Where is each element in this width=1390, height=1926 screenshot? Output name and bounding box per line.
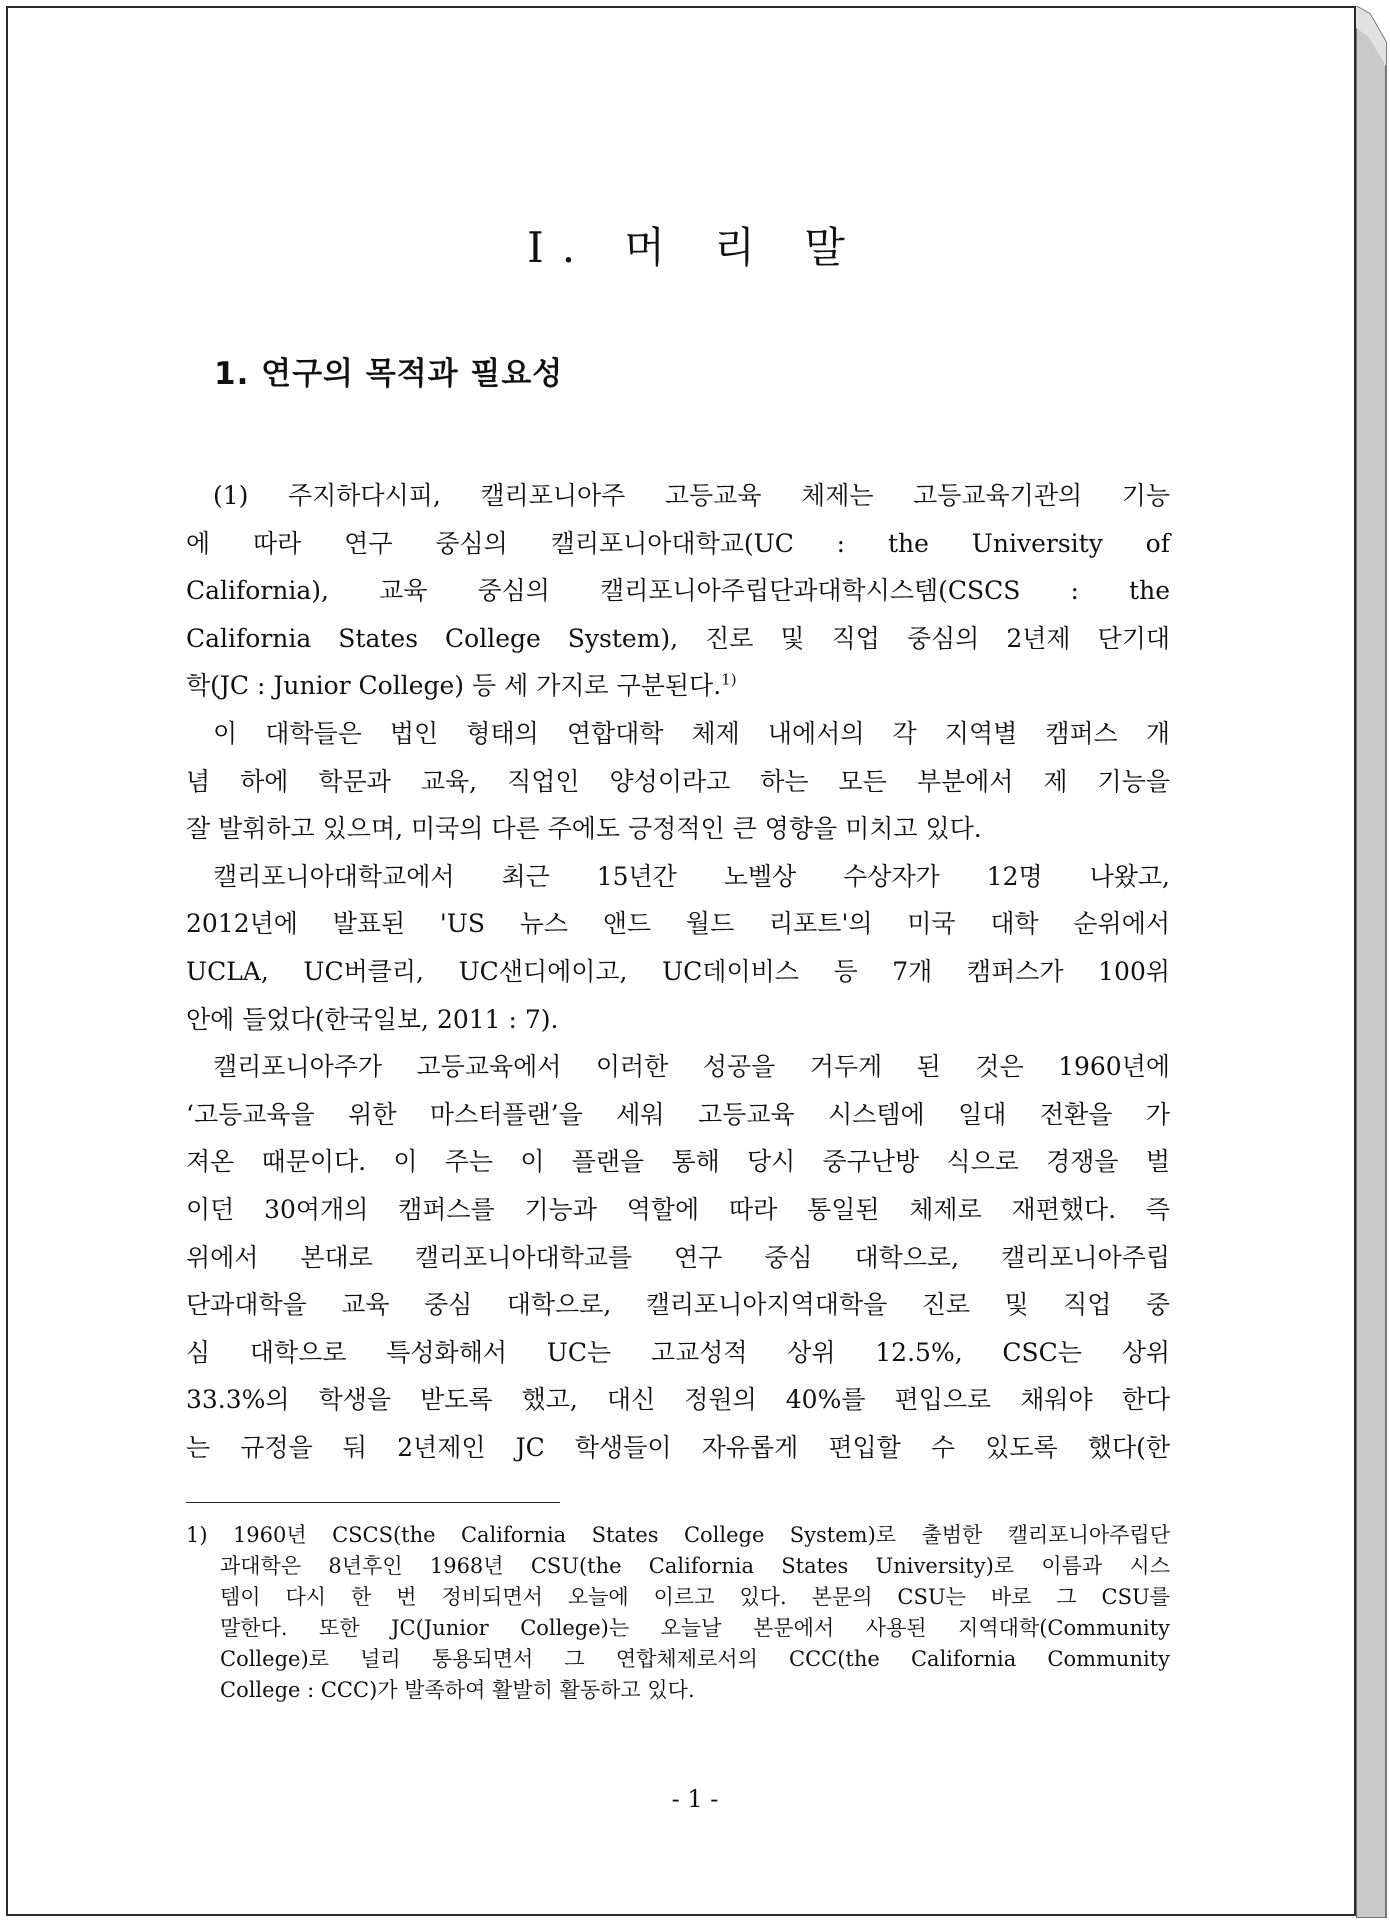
body-line-text: UCLA, UC버클리, UC샌디에이고, UC데이비스 등 7개 캠퍼스가 100위: [186, 956, 1170, 986]
body-line-text: 위에서 본대로 캘리포니아대학교를 연구 중심 대학으로, 캘리포니아주립: [186, 1242, 1170, 1272]
body-line-text: California States College System), 진로 및 직업 중심의 2년제 단기대: [186, 623, 1170, 653]
footnote-reference: 1): [721, 671, 737, 690]
body-line: [186, 662, 1170, 710]
body-line-text: 이 대학들은 법인 형태의 연합대학 체제 내에서의 각 지역별 캠퍼스 개: [213, 718, 1170, 748]
body-line: [186, 1138, 1170, 1186]
page-curl-edge: [1356, 6, 1388, 1918]
body-line: [186, 996, 1170, 1044]
body-line: [186, 853, 1170, 901]
body-line-text: 잘 발휘하고 있으며, 미국의 다른 주에도 긍정적인 큰 영향을 미치고 있다.: [186, 814, 982, 844]
body-line-text: 안에 들었다(한국일보, 2011 : 7).: [186, 1004, 559, 1034]
body-line: [186, 805, 1170, 853]
body-line-text: ‘고등교육을 위한 마스터플랜’을 세워 고등교육 시스템에 일대 전환을 가: [186, 1099, 1170, 1129]
footnote-divider: [186, 1502, 560, 1503]
body-line: [186, 615, 1170, 663]
body-line: [186, 520, 1170, 568]
body-line: [186, 1043, 1170, 1091]
body-line-text: 져온 때문이다. 이 주는 이 플랜을 통해 당시 중구난방 식으로 경쟁을 벌: [186, 1147, 1170, 1177]
body-line-text: 심 대학으로 특성화해서 UC는 고교성적 상위 12.5%, CSC는 상위: [186, 1337, 1170, 1367]
chapter-title: Ⅰ. 머 리 말: [527, 223, 863, 272]
body-line: [186, 567, 1170, 615]
body-line: [186, 948, 1170, 996]
body-line: [186, 1091, 1170, 1139]
body-line-text: 33.3%의 학생을 받도록 했고, 대신 정원의 40%를 편입으로 채워야 한다: [186, 1385, 1170, 1415]
footnote: [186, 1520, 1170, 1706]
body-line: [186, 758, 1170, 806]
body-line-text: California), 교육 중심의 캘리포니아주립단과대학시스템(CSCS : the: [186, 576, 1170, 606]
body-line-text: 에 따라 연구 중심의 캘리포니아대학교(UC : the University of: [186, 528, 1170, 558]
body-line-text: 2012년에 발표된 'US 뉴스 앤드 월드 리포트'의 미국 대학 순위에서: [186, 909, 1170, 939]
body-line-text: 캘리포니아대학교에서 최근 15년간 노벨상 수상자가 12명 나왔고,: [213, 861, 1170, 891]
footnote-line: 템이 다시 한 번 정비되면서 오늘에 이르고 있다. 본문의 CSU는 바로 그 CSU를: [220, 1585, 1170, 1609]
footnote-line: 과대학은 8년후인 1968년 CSU(the California States University)로 이름과 시스: [220, 1554, 1170, 1578]
footnote-line: 1) 1960년 CSCS(the California States College System)로 출범한 캘리포니아주립단: [186, 1523, 1170, 1547]
body-line: [186, 710, 1170, 758]
body-line: [186, 1234, 1170, 1282]
body-line: [186, 1376, 1170, 1424]
page-number: - 1 -: [671, 1785, 719, 1813]
body-line-text: 이던 30여개의 캠퍼스를 기능과 역할에 따라 통일된 체제로 재편했다. 즉: [186, 1194, 1170, 1224]
footnote-line: 말한다. 또한 JC(Junior College)는 오늘날 본문에서 사용된 지역대학(Community: [220, 1616, 1170, 1640]
body-line-text: (1) 주지하다시피, 캘리포니아주 고등교육 체제는 고등교육기관의 기능: [213, 481, 1170, 510]
body-line-text: 는 규정을 둬 2년제인 JC 학생들이 자유롭게 편입할 수 있도록 했다(한: [186, 1432, 1170, 1462]
footnote-line: College : CCC)가 발족하여 활발히 활동하고 있다.: [220, 1678, 695, 1702]
body-text: [186, 472, 1170, 1471]
body-line-text: 념 하에 학문과 교육, 직업인 양성이라고 하는 모든 부분에서 제 기능을: [186, 766, 1170, 796]
body-line-text: 캘리포니아주가 고등교육에서 이러한 성공을 거두게 된 것은 1960년에: [213, 1052, 1170, 1082]
body-line-text: 단과대학을 교육 중심 대학으로, 캘리포니아지역대학을 진로 및 직업 중: [186, 1290, 1170, 1320]
body-line-text: 학(JC : Junior College) 등 세 가지로 구분된다.: [186, 671, 722, 701]
body-line: [186, 900, 1170, 948]
footnote-line: College)로 널리 통용되면서 그 연합체제로서의 CCC(the California Community: [220, 1647, 1170, 1671]
section-heading: 1. 연구의 목적과 필요성: [214, 356, 564, 392]
body-line: [186, 1281, 1170, 1329]
body-line: [186, 1424, 1170, 1472]
body-line: [186, 1329, 1170, 1377]
body-line: [186, 472, 1170, 520]
body-line: [186, 1186, 1170, 1234]
